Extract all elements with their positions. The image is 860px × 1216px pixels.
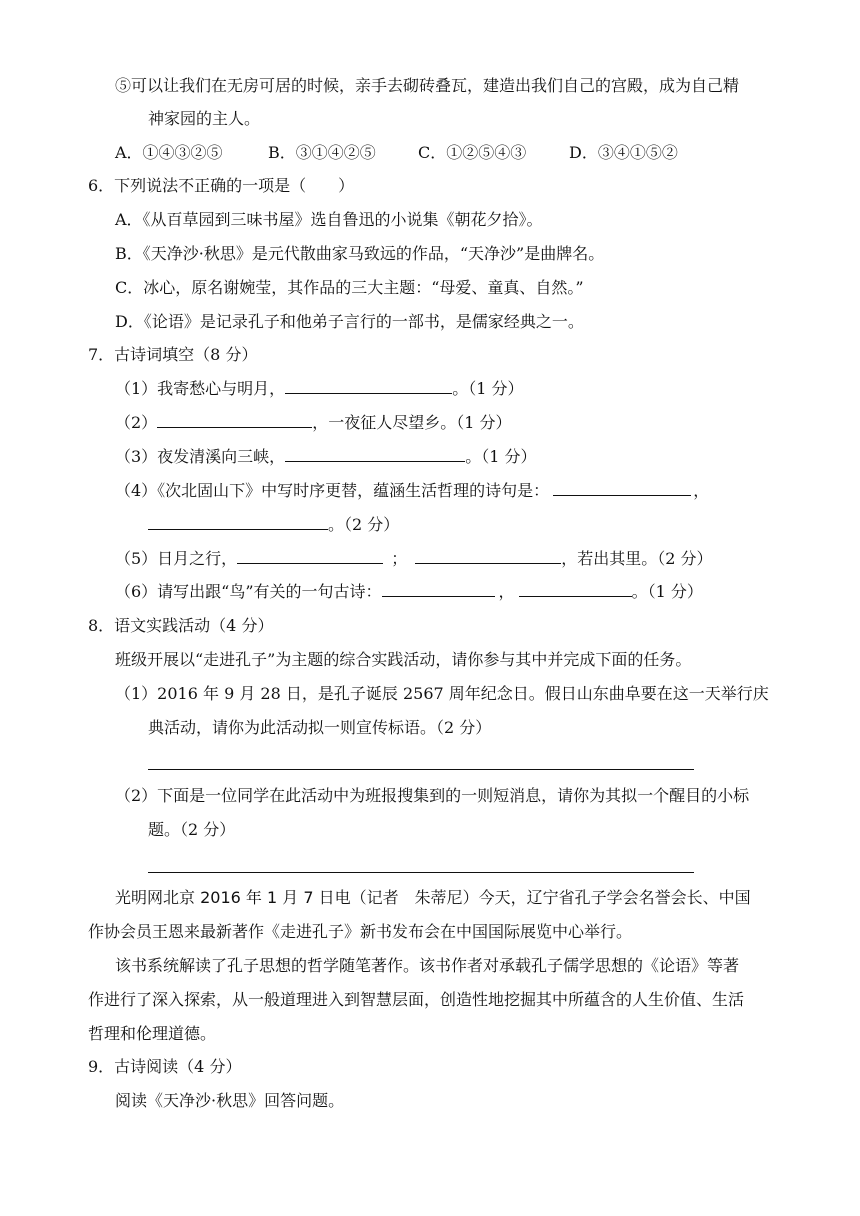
- q6-option-a: A．《从百草园到三味书屋》选自鲁迅的小说集《朝花夕拾》。: [115, 210, 543, 229]
- answer-line[interactable]: [148, 769, 694, 770]
- answer-blank[interactable]: [519, 581, 632, 597]
- q7-item1-suffix: 。（1 分）: [452, 379, 524, 398]
- news-para1-line2: 作协会员王恩来最新著作《走进孔子》新书发布会在中国国际展览中心举行。: [88, 922, 633, 941]
- answer-blank[interactable]: [285, 446, 465, 462]
- q6-option-b: B．《天净沙·秋思》是元代散曲家马致远的作品，“天净沙”是曲牌名。: [115, 244, 605, 263]
- q7-item5: [115, 547, 712, 571]
- q5-options: [115, 141, 678, 165]
- q6-option-d: D．《论语》是记录孔子和他弟子言行的一部书，是儒家经典之一。: [115, 312, 584, 331]
- news-para1-line1: 光明网北京 2016 年 1 月 7 日电（记者 朱蒂尼）今天，辽宁省孔子学会名誉会长、中国: [115, 888, 751, 907]
- q7-item2-prefix: （2）: [115, 413, 158, 432]
- q7-item6-mid: ，: [498, 582, 515, 601]
- news-para2-line3: 哲理和伦理道德。: [88, 1024, 217, 1043]
- answer-blank[interactable]: [157, 412, 312, 428]
- q8-part2-line1: （2）下面是一位同学在此活动中为班报搜集到的一则短消息，请你为其拟一个醒目的小标: [115, 786, 750, 805]
- q5-option-c: C．①②⑤④③: [418, 143, 527, 162]
- q7-item1-prefix: （1）我寄愁心与明月，: [115, 379, 286, 398]
- q5-option-b: B．③①④②⑤: [268, 143, 376, 162]
- q7-item2: [115, 411, 511, 435]
- answer-blank[interactable]: [285, 378, 452, 394]
- q7-item1: [115, 377, 523, 401]
- q7-item6-prefix: （6）请写出跟“鸟”有关的一句古诗：: [115, 582, 382, 601]
- news-para2-line1: 该书系统解读了孔子思想的哲学随笔著作。该书作者对承载孔子儒学思想的《论语》等著: [115, 956, 740, 975]
- q5-option-a: A．①④③②⑤: [115, 143, 223, 162]
- q8-part1-line2: 典活动，请你为此活动拟一则宣传标语。（2 分）: [148, 718, 492, 737]
- q7-item3-suffix: 。（1 分）: [465, 447, 537, 466]
- answer-line[interactable]: [148, 872, 694, 873]
- q7-item6: [115, 580, 703, 604]
- q8-part2-line2: 题。（2 分）: [148, 820, 236, 839]
- q7-item5-suffix: ，若出其里。（2 分）: [561, 549, 713, 568]
- q7-item4-line1: [115, 479, 709, 503]
- q7-item4-line2: [148, 513, 399, 537]
- q8-part1-line1: （1）2016 年 9 月 28 日，是孔子诞辰 2567 周年纪念日。假日山东曲阜要在这一天举行庆: [115, 684, 769, 703]
- answer-blank[interactable]: [237, 548, 383, 564]
- q7-item5-mid: ；: [391, 549, 408, 568]
- news-para2-line2: 作进行了深入探索，从一般道理进入到智慧层面，创造性地挖掘其中所蕴含的人生价值、生活: [88, 990, 745, 1009]
- answer-blank[interactable]: [148, 514, 328, 530]
- q7-item6-suffix: 。（1 分）: [631, 582, 703, 601]
- q8-intro: 班级开展以“走进孔子”为主题的综合实践活动，请你参与其中并完成下面的任务。: [115, 650, 692, 669]
- q5-option-d: D．③④①⑤②: [569, 143, 678, 162]
- q7-item4-suffix: 。（2 分）: [328, 515, 400, 534]
- q7-item5-prefix: （5）日月之行，: [115, 549, 238, 568]
- q9-intro: 阅读《天净沙·秋思》回答问题。: [115, 1091, 345, 1110]
- q7-stem: 7．古诗词填空（8 分）: [88, 345, 258, 364]
- q7-item3: [115, 445, 536, 469]
- q8-stem: 8．语文实践活动（4 分）: [88, 616, 274, 635]
- q9-stem: 9．古诗阅读（4 分）: [88, 1057, 242, 1076]
- answer-blank[interactable]: [382, 581, 495, 597]
- q7-item2-suffix: ，一夜征人尽望乡。（1 分）: [312, 413, 512, 432]
- q7-item4-prefix: （4）《次北固山下》中写时序更替，蕴涵生活哲理的诗句是：: [115, 481, 550, 500]
- q6-option-c: C．冰心，原名谢婉莹，其作品的三大主题：“母爱、童真、自然。”: [115, 278, 584, 297]
- q7-item4-comma: ，: [693, 481, 710, 500]
- answer-blank[interactable]: [415, 548, 561, 564]
- q5-item5-line2: 神家园的主人。: [148, 109, 261, 128]
- q6-stem: 6．下列说法不正确的一项是（ ）: [88, 176, 355, 195]
- answer-blank[interactable]: [553, 480, 691, 496]
- q5-item5-line1: ⑤可以让我们在无房可居的时候，亲手去砌砖叠瓦，建造出我们自己的宫殿，成为自己精: [115, 76, 740, 95]
- q7-item3-prefix: （3）夜发清溪向三峡，: [115, 447, 286, 466]
